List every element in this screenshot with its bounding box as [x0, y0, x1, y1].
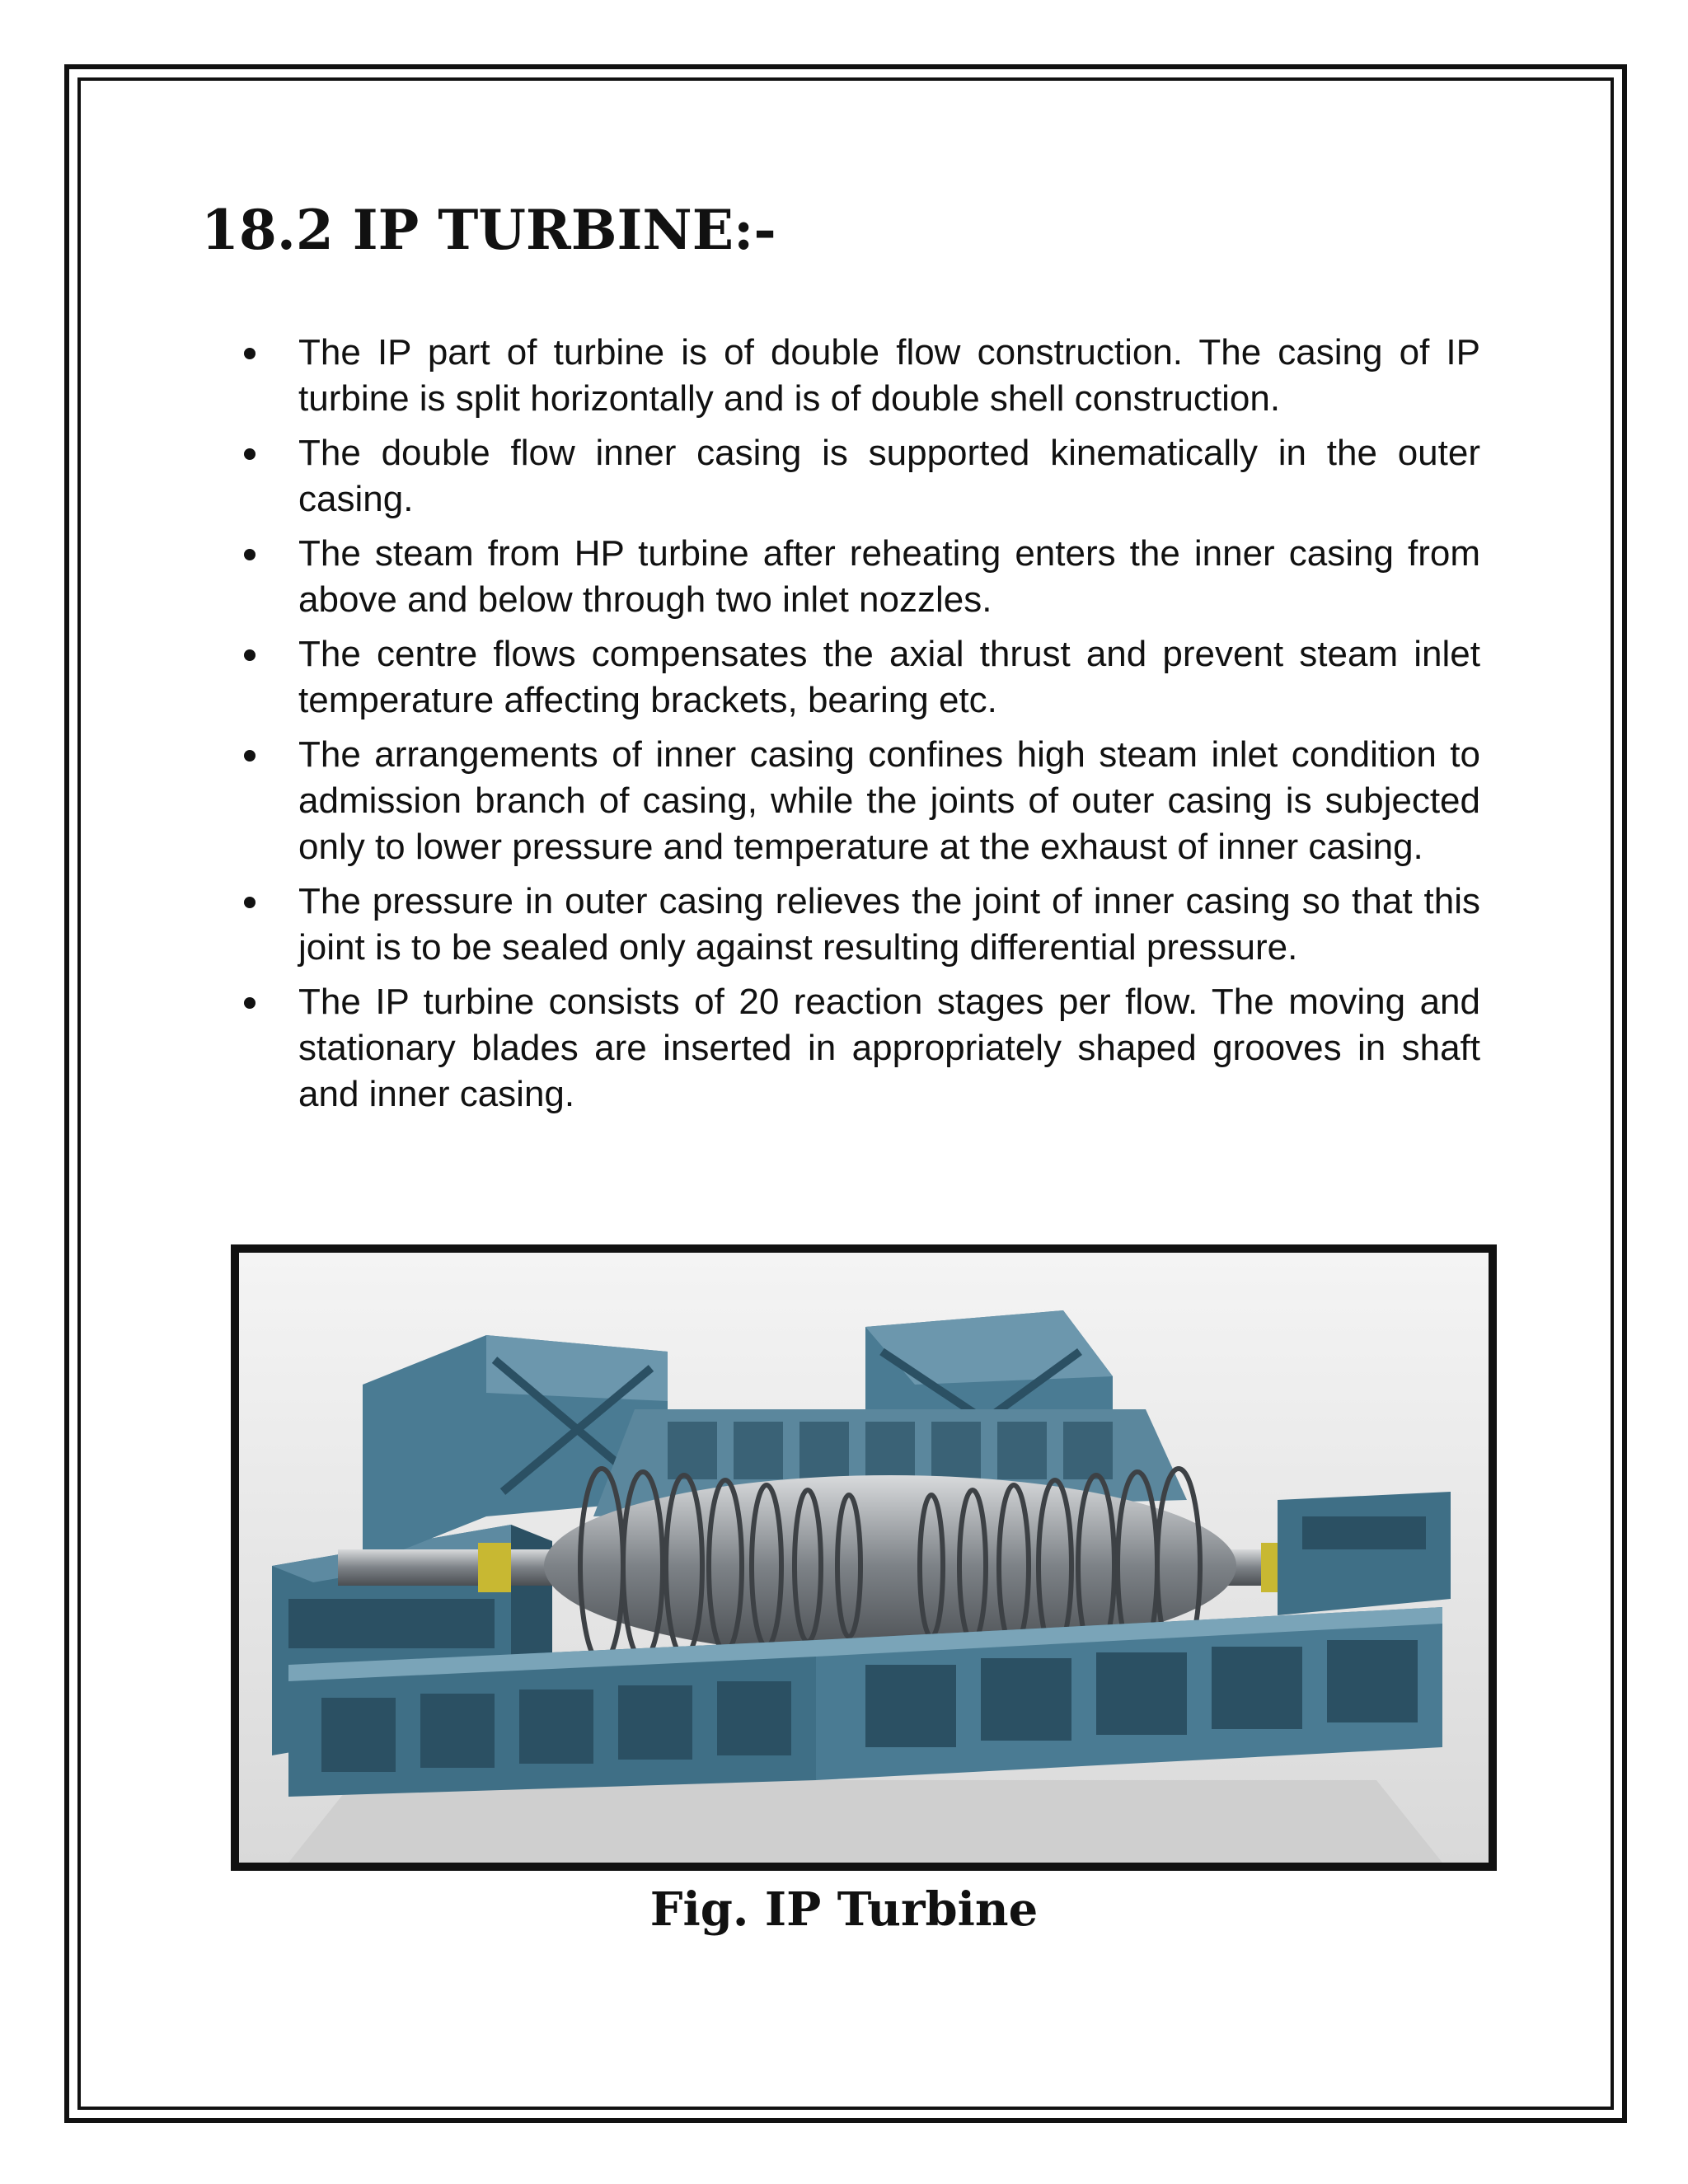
bullet-icon: [244, 348, 256, 359]
bullet-icon: [244, 549, 256, 560]
figure-caption: Fig. IP Turbine: [649, 1882, 1039, 1937]
bullet-text: The centre flows compensates the axial thrust and prevent steam inlet temperature affecting brackets, bearing etc.: [298, 634, 1480, 720]
bullet-text: The arrangements of inner casing confines high steam inlet condition to admission branch of casing, while the joints of outer casing is subjected only to lower pressure and temperature at the exhaust of inner casing.: [298, 734, 1480, 867]
bullet-item: [244, 879, 1480, 971]
bullet-item: [244, 531, 1480, 623]
right-casing: [1278, 1492, 1451, 1615]
bullet-item: [244, 330, 1480, 422]
bullet-text: The steam from HP turbine after reheating enters the inner casing from above and below through two inlet nozzles.: [298, 533, 1480, 620]
ip-turbine-illustration: [239, 1253, 1489, 1863]
bullet-item: [244, 631, 1480, 724]
bullet-list: [244, 330, 1480, 1126]
bullet-item: [244, 732, 1480, 870]
bullet-text: The pressure in outer casing relieves the joint of inner casing so that this joint is to be sealed only against resulting differential pressure.: [298, 881, 1480, 968]
bullet-text: The IP turbine consists of 20 reaction stages per flow. The moving and stationary blades are inserted in appropriately shaped grooves in shaft and inner casing.: [298, 982, 1480, 1114]
bullet-icon: [244, 750, 256, 762]
bullet-icon: [244, 997, 256, 1009]
bullet-icon: [244, 897, 256, 908]
bullet-text: The double flow inner casing is supported kinematically in the outer casing.: [298, 433, 1480, 519]
bullet-icon: [244, 649, 256, 661]
bullet-item: [244, 979, 1480, 1118]
section-title: 18.2 IP TURBINE:-: [201, 198, 776, 262]
bullet-item: [244, 430, 1480, 523]
bullet-text: The IP part of turbine is of double flow construction. The casing of IP turbine is split horizontally and is of double shell construction.: [298, 332, 1480, 419]
turbine-figure: [231, 1244, 1497, 1871]
bullet-icon: [244, 448, 256, 460]
